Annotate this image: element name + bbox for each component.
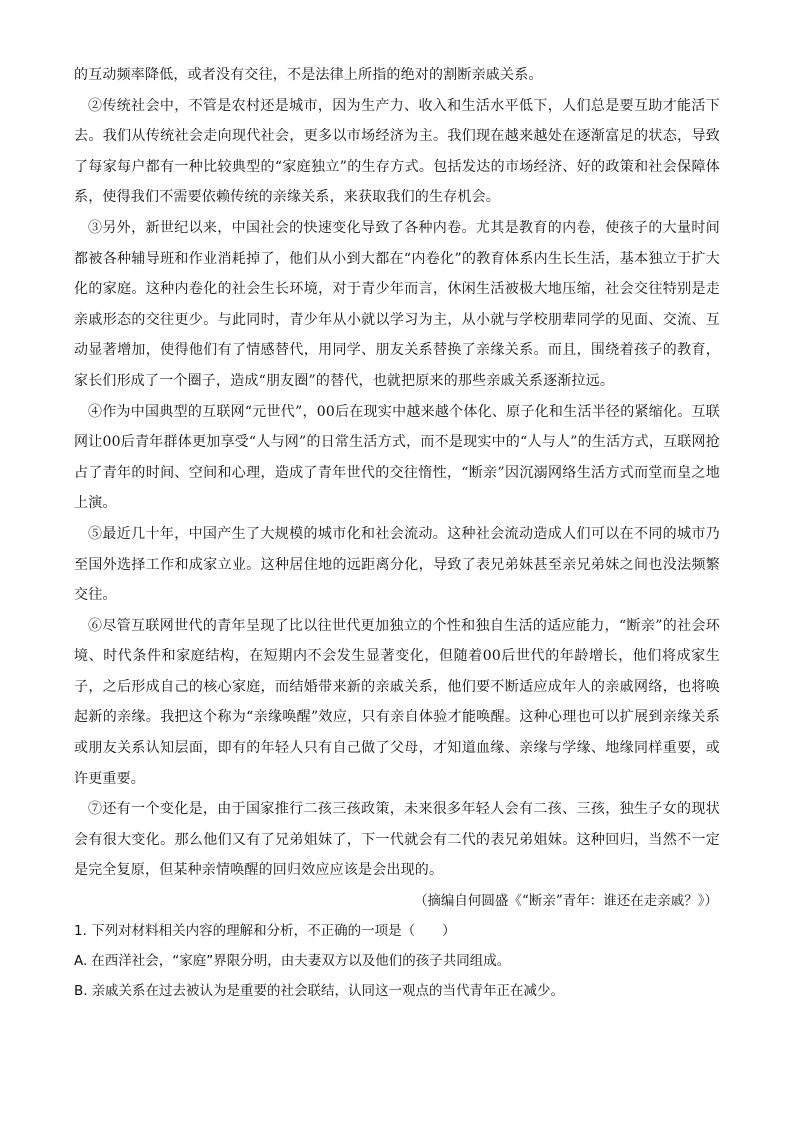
passage-paragraph-5: ⑤最近几十年，中国产生了大规模的城市化和社会流动。这种社会流动造成人们可以在不同的城市乃至国外选择工作和成家立业。这种居住地的远距离分化，导致了表兄弟妹甚至亲兄弟妹之间也没法频繁交往。	[74, 525, 720, 604]
passage-paragraph-3: ③另外，新世纪以来，中国社会的快速变化导致了各种内卷。尤其是教育的内卷，使孩子的大量时间都被各种辅导班和作业消耗掉了，他们从小到大都在“内卷化”的教育体系内生长生活，基本独立于扩大化的家庭。这种内卷化的社会生长环境，对于青少年而言，休闲生活被极大地压缩，社会交往特别是走亲戚形态的交往更少。与此同时，青少年从小就以学习为主，从小就与学校朋辈同学的见面、交流、互动显著增加，使得他们有了情感替代，用同学、朋友关系替换了亲缘关系。而且，围绕着孩子的教育，家长们形成了一个圈子，造成“朋友圈”的替代，也就把原来的那些亲戚关系逐渐拉远。	[74, 219, 720, 389]
question-stem: 1. 下列对材料相关内容的理解和分析，不正确的一项是（ ）	[74, 923, 456, 940]
option-a-text: 在西洋社会，“家庭”界限分明，由夫妻双方以及他们的孩子共同组成。	[91, 953, 511, 970]
option-b-text: 亲戚关系在过去被认为是重要的社会联结，认同这一观点的当代青年正在减少。	[91, 983, 565, 1000]
document-page	[74, 60, 720, 1006]
passage-paragraph-2: ②传统社会中，不管是农村还是城市，因为生产力、收入和生活水平低下，人们总是要互助才能活下去。我们从传统社会走向现代社会，更多以市场经济为主。我们现在越来越处在逐渐富足的状态，导致了每家每户都有一种比较典型的“家庭独立”的生存方式。包括发达的市场经济、好的政策和社会保障体系，使得我们不需要依赖传统的亲缘关系，来获取我们的生存机会。	[74, 97, 720, 206]
option-b-key: B.	[74, 983, 88, 1000]
passage-paragraph-7: ⑦还有一个变化是，由于国家推行二孩三孩政策，未来很多年轻人会有二孩、三孩，独生子女的现状会有很大变化。那么他们又有了兄弟姐妹了，下一代就会有二代的表兄弟姐妹。这种回归，当然不一定是完全复原，但某种亲情唤醒的回归效应应该是会出现的。	[74, 801, 720, 879]
passage-paragraph-4: ④作为中国典型的互联网“元世代”，00后在现实中越来越个体化、原子化和生活半径的紧缩化。互联网让00后青年群体更加享受“人与网”的日常生活方式，而不是现实中的“人与人”的生活方式，互联网抢占了青年的时间、空间和心理，造成了青年世代的交往惰性，“断亲”因沉溺网络生活方式而堂而皇之地上演。	[74, 403, 720, 512]
option-a-key: A.	[74, 953, 88, 970]
source-citation: （摘编自何圆盛《“断亲”青年：谁还在走亲戚？》）	[413, 893, 718, 910]
option-a	[74, 946, 720, 976]
option-b	[74, 976, 720, 1006]
passage-paragraph-6: ⑥尽管互联网世代的青年呈现了比以往世代更加独立的个性和独自生活的适应能力，“断亲”的社会环境、时代条件和家庭结构，在短期内不会发生显著变化，但随着00后世代的年龄增长，他们将成家生子，之后形成自己的核心家庭，而结婚带来新的亲戚关系，他们要不断适应成年人的亲戚网络，也将唤起新的亲缘。我把这个称为“亲缘唤醒”效应，只有亲自体验才能唤醒。这种心理也可以扩展到亲缘关系或朋友关系认知层面，即有的年轻人只有自己做了父母，才知道血缘、亲缘与学缘、地缘同样重要，或许更重要。	[74, 617, 720, 787]
passage-paragraph-continued: 的互动频率降低，或者没有交往，不是法律上所指的绝对的割断亲戚关系。	[74, 67, 543, 83]
